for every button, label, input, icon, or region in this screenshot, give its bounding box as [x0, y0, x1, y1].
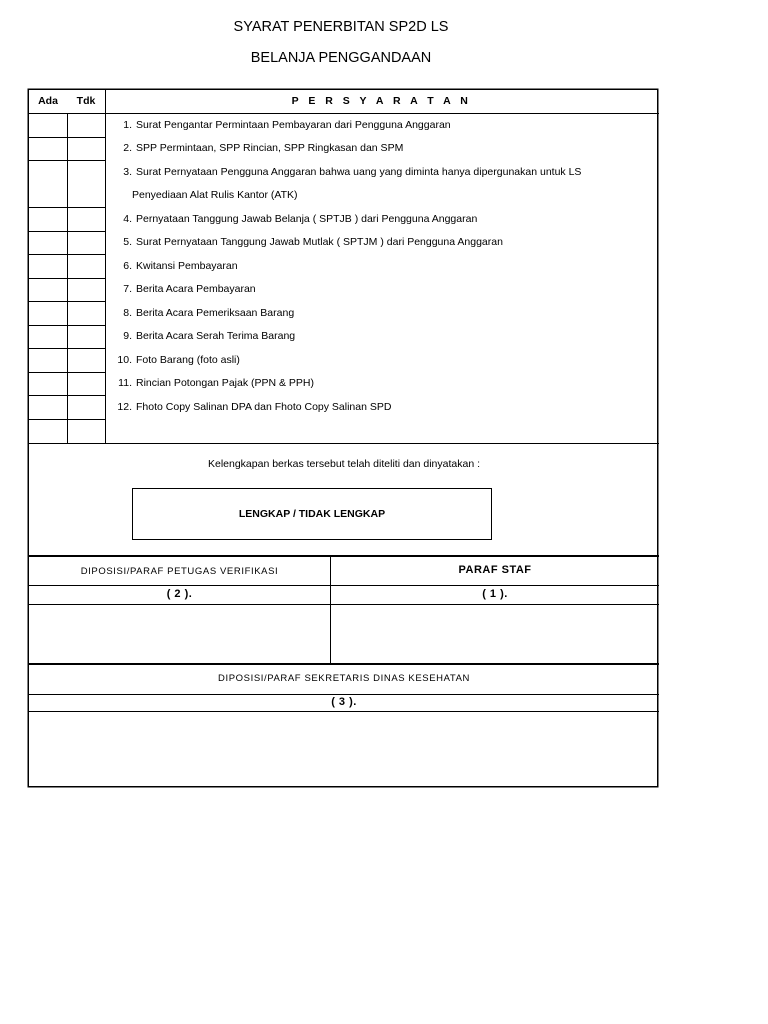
- ada-checkbox-9[interactable]: [30, 326, 66, 347]
- verifier-signature-area[interactable]: [30, 606, 329, 662]
- ada-checkbox-blank[interactable]: [30, 420, 66, 442]
- column-header-persyaratan: P E R S Y A R A T A N: [291, 95, 472, 107]
- secretary-step-divider: [29, 694, 659, 695]
- requirement-item-6: 6 . Kwitansi Pembayaran: [109, 260, 238, 272]
- verifier-label: DIPOSISI/PARAF PETUGAS VERIFIKASI: [80, 566, 279, 577]
- requirement-item-10: 10 . Foto Barang (foto asli): [109, 354, 240, 366]
- ada-checkbox-3[interactable]: [30, 161, 66, 206]
- requirement-item-4: 4 . Pernyataan Tanggung Jawab Belanja ( SPTJB ) dari Pengguna Anggaran: [109, 213, 477, 225]
- secretary-step: ( 3 ).: [331, 696, 357, 708]
- tdk-checkbox-11[interactable]: [68, 373, 104, 394]
- secretary-paraf-divider: [29, 711, 659, 712]
- ada-checkbox-6[interactable]: [30, 255, 66, 277]
- checkbox-column-divider: [105, 90, 106, 443]
- tdk-checkbox-10[interactable]: [68, 349, 104, 371]
- tdk-checkbox-8[interactable]: [68, 302, 104, 324]
- tdk-checkbox-blank[interactable]: [68, 420, 104, 442]
- tdk-checkbox-6[interactable]: [68, 255, 104, 277]
- requirement-item-9: 9 . Berita Acara Serah Terima Barang: [109, 330, 295, 342]
- column-header-ada: Ada: [38, 95, 58, 107]
- completeness-status: LENGKAP / TIDAK LENGKAP: [238, 508, 386, 520]
- requirements-table-bottom: [29, 443, 659, 444]
- document-title: SYARAT PENERBITAN SP2D LS: [233, 19, 449, 35]
- requirement-item-3: 3 . Surat Pernyataan Pengguna Anggaran bahwa uang yang diminta hanya dipergunakan untuk LS: [109, 166, 581, 178]
- requirement-item-3-continuation: Penyediaan Alat Rulis Kantor (ATK): [132, 189, 298, 201]
- verification-statement: Kelengkapan berkas tersebut telah diteliti dan dinyatakan :: [207, 458, 480, 470]
- ada-checkbox-10[interactable]: [30, 349, 66, 371]
- ada-checkbox-12[interactable]: [30, 396, 66, 418]
- signoff-divider: [29, 555, 659, 557]
- tdk-checkbox-5[interactable]: [68, 232, 104, 253]
- staff-signature-area[interactable]: [332, 606, 658, 662]
- ada-checkbox-4[interactable]: [30, 208, 66, 230]
- requirement-item-8: 8 . Berita Acara Pemeriksaan Barang: [109, 307, 294, 319]
- tdk-checkbox-2[interactable]: [68, 138, 104, 159]
- header-divider: [29, 113, 659, 114]
- requirement-item-5: 5 . Surat Pernyataan Tanggung Jawab Mutlak ( SPTJM ) dari Pengguna Anggaran: [109, 236, 503, 248]
- completeness-status-box[interactable]: [132, 488, 492, 540]
- ada-checkbox-7[interactable]: [30, 279, 66, 300]
- requirement-item-12: 12 . Fhoto Copy Salinan DPA dan Fhoto Copy Salinan SPD: [109, 401, 391, 413]
- requirement-item-7: 7 . Berita Acara Pembayaran: [109, 283, 256, 295]
- ada-checkbox-1[interactable]: [30, 114, 66, 136]
- ada-checkbox-2[interactable]: [30, 138, 66, 159]
- secretary-signature-area[interactable]: [30, 713, 658, 785]
- secretary-divider: [29, 663, 659, 665]
- column-header-tdk: Tdk: [76, 95, 96, 107]
- tdk-checkbox-9[interactable]: [68, 326, 104, 347]
- ada-checkbox-8[interactable]: [30, 302, 66, 324]
- verifier-step: ( 2 ).: [166, 588, 193, 600]
- tdk-checkbox-3[interactable]: [68, 161, 104, 206]
- tdk-checkbox-7[interactable]: [68, 279, 104, 300]
- signoff-paraf-divider: [29, 604, 659, 605]
- secretary-label: DIPOSISI/PARAF SEKRETARIS DINAS KESEHATAN: [218, 673, 470, 684]
- document-subtitle: BELANJA PENGGANDAAN: [250, 50, 432, 66]
- requirement-item-11: 11 . Rincian Potongan Pajak (PPN & PPH): [109, 377, 314, 389]
- ada-checkbox-5[interactable]: [30, 232, 66, 253]
- staff-step: ( 1 ).: [482, 588, 508, 600]
- ada-checkbox-11[interactable]: [30, 373, 66, 394]
- requirements-form: [28, 89, 658, 787]
- requirement-item-2: 2 . SPP Permintaan, SPP Rincian, SPP Ringkasan dan SPM: [109, 142, 403, 154]
- staff-label: PARAF STAF: [458, 564, 532, 576]
- requirement-item-1: 1 . Surat Pengantar Permintaan Pembayaran dari Pengguna Anggaran: [109, 119, 451, 131]
- tdk-checkbox-1[interactable]: [68, 114, 104, 136]
- signoff-step-divider: [29, 585, 659, 586]
- tdk-checkbox-12[interactable]: [68, 396, 104, 418]
- tdk-checkbox-4[interactable]: [68, 208, 104, 230]
